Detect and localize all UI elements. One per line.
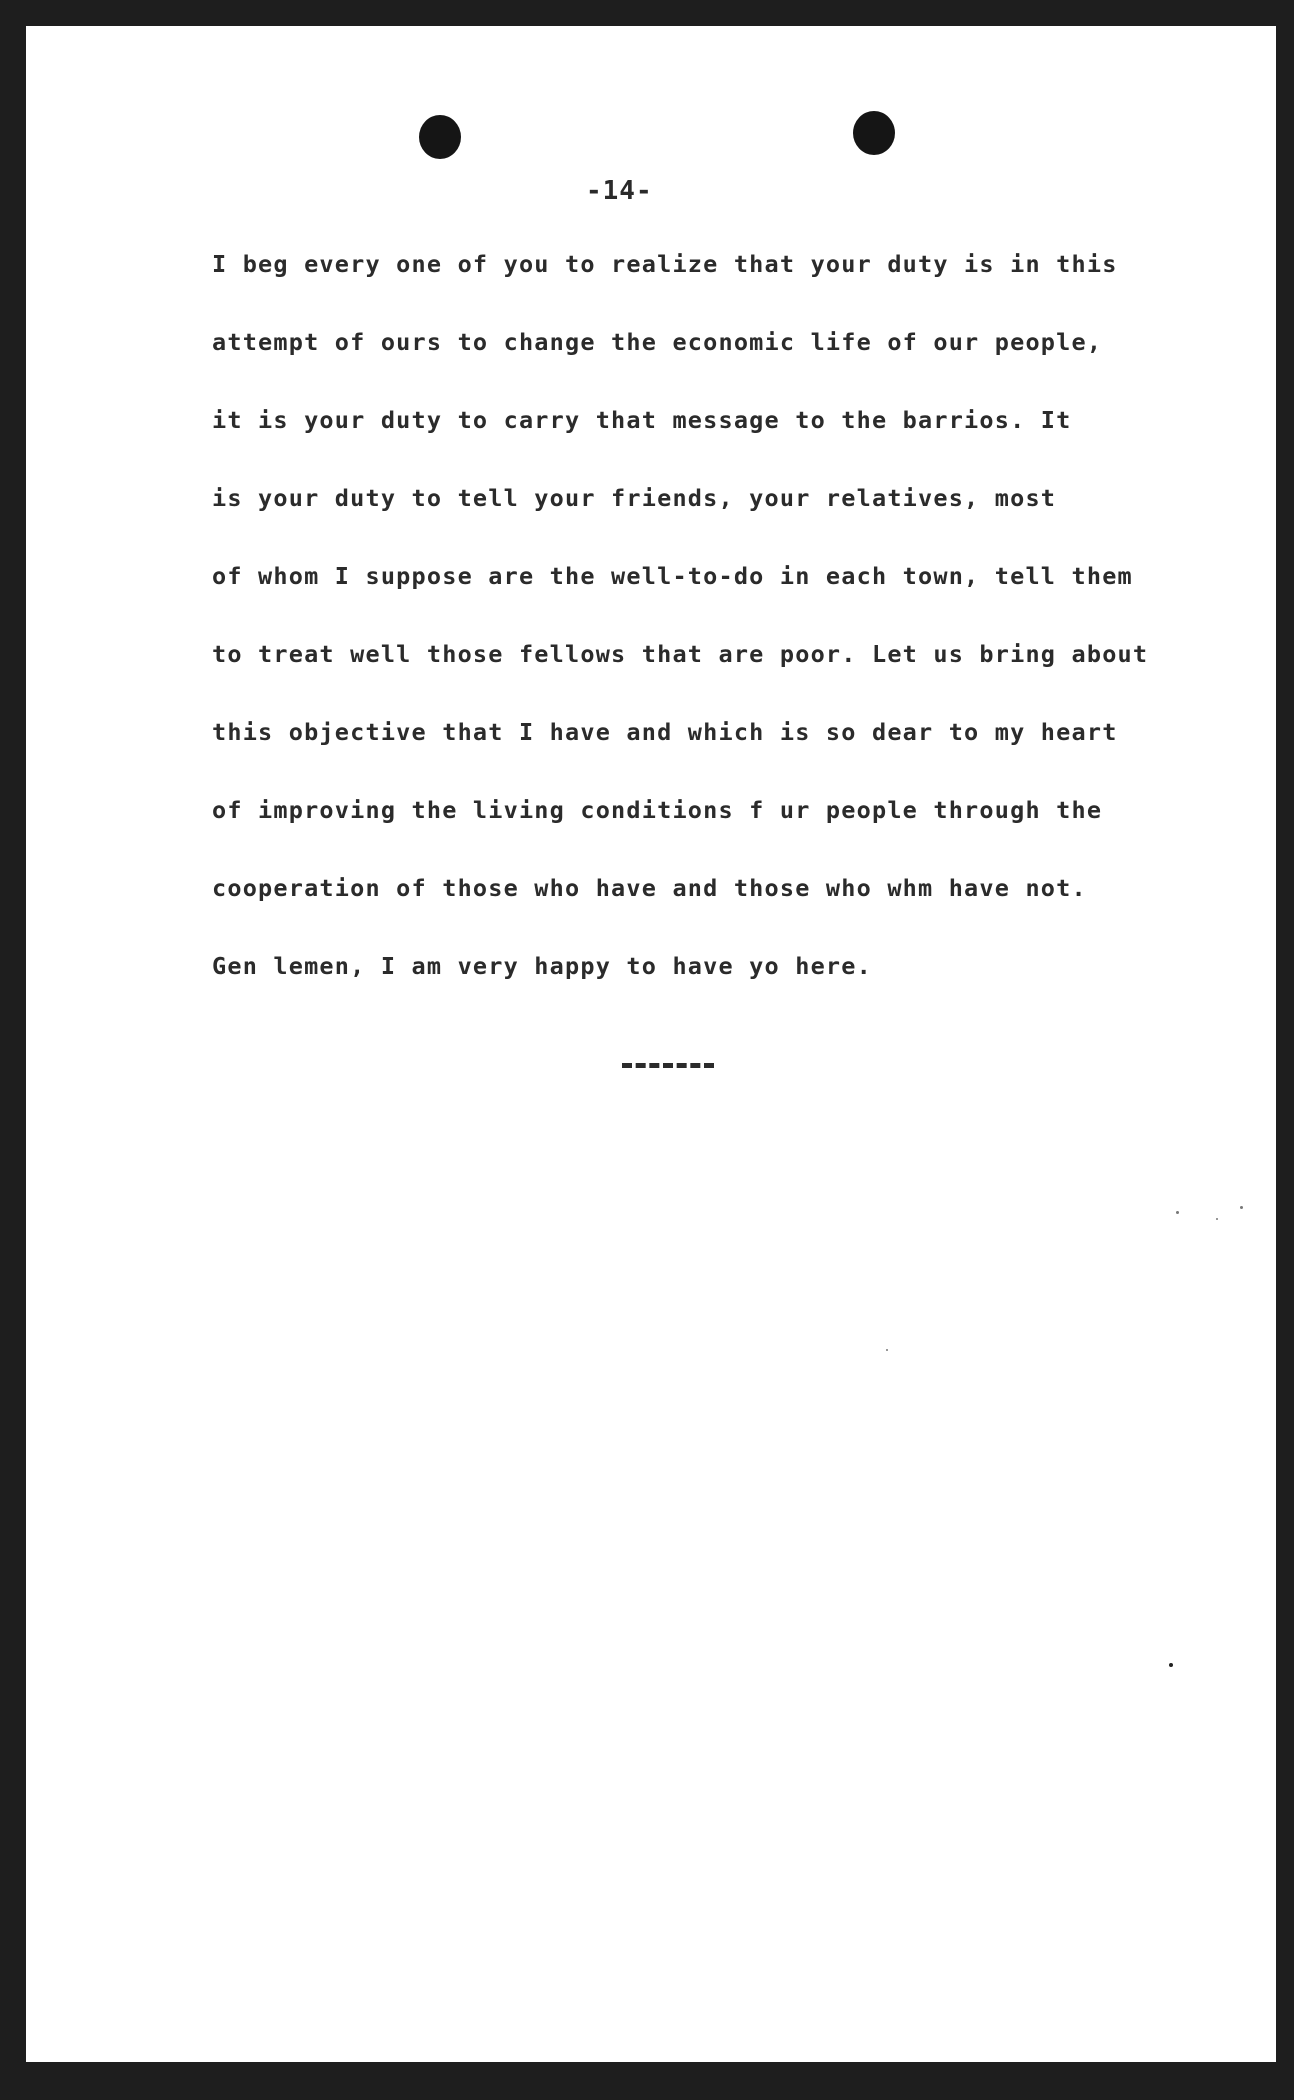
document-page xyxy=(26,26,1276,2062)
text-line: of whom I suppose are the well-to-do in each town, tell them xyxy=(212,562,1133,590)
text-line: is your duty to tell your friends, your relatives, most xyxy=(212,484,1057,512)
text-line: Gen lemen, I am very happy to have yo here. xyxy=(212,952,872,980)
scan-speck xyxy=(1240,1206,1243,1209)
scan-speck xyxy=(1216,1218,1218,1220)
text-line: cooperation of those who have and those who whm have not. xyxy=(212,874,1087,902)
scan-speck xyxy=(886,1349,888,1351)
text-line: it is your duty to carry that message to the barrios. It xyxy=(212,406,1072,434)
body-text xyxy=(212,248,1222,1028)
text-line: this objective that I have and which is so dear to my heart xyxy=(212,718,1118,746)
end-rule xyxy=(622,1063,714,1068)
scan-speck xyxy=(1169,1663,1173,1667)
scan-speck xyxy=(1176,1211,1179,1214)
punch-hole-left xyxy=(419,115,461,159)
text-line: of improving the living conditions f ur people through the xyxy=(212,796,1103,824)
text-line: to treat well those fellows that are poor. Let us bring about xyxy=(212,640,1149,668)
page-number: -14- xyxy=(586,176,653,206)
punch-hole-right xyxy=(853,111,895,155)
text-line: I beg every one of you to realize that your duty is in this xyxy=(212,250,1118,278)
text-line: attempt of ours to change the economic life of our people, xyxy=(212,328,1103,356)
